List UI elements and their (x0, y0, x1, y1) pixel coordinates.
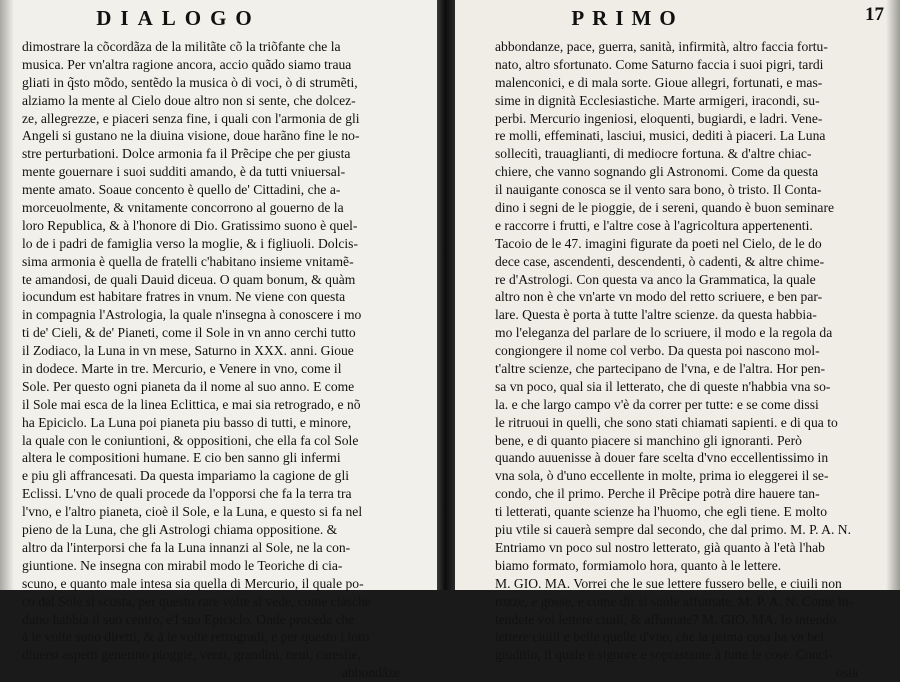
text-line: dimostrare la cõcordãza de la militãte cõ la triõfante che la (22, 39, 341, 54)
text-line: biamo formato, formiamolo hora, quanto à le lettere. (495, 557, 782, 573)
text-line: il Sole mai esca de la linea Eclittica, e mai sia retrogrado, e nõ (22, 396, 361, 412)
text-line: duno habbia il suo centro, e'l suo Epiciclo. Onde proceda che (22, 611, 355, 627)
text-line: loro Republica, & à l'honore di Dio. Gratissimo suono è quel- (22, 217, 358, 233)
text-line: malenconici, e di mala sorte. Gioue allegri, fortunati, e mas- (495, 74, 823, 90)
text-line: vna sola, ò d'uno eccellente in molte, prima io eleggerei il se- (495, 468, 829, 484)
catchword: abbondãze (341, 665, 400, 681)
text-line: in dodece. Marte in tre. Mercurio, e Venere in vno, come il (22, 361, 342, 377)
text-line: abbondanze, pace, guerra, sanità, infirmità, altro faccia fortu- (495, 39, 828, 54)
text-line: morceuolmente, & vnitamente concorrono al gouerno de la (22, 200, 344, 216)
right-page (455, 0, 900, 681)
text-line: e piu gli affrancesati. Da questa impariamo la cagione de gli (22, 468, 350, 484)
text-line: perbi. Mercurio ingeniosi, eloquenti, bugiardi, e ladri. Vene- (495, 110, 823, 126)
text-line: gliati in q̃sto mõdo, sentẽdo la musica ò di voci, ò di strumẽti, (22, 74, 358, 90)
text-line: Angeli si gustano ne la diuina visione, doue harãno fine le no- (22, 128, 360, 144)
text-line: tendete voi lettere ciuili, & affumate? M. GIO. MA. Io intendo (495, 611, 837, 627)
text-line: stre perturbationi. Dolce armonia fa il Prẽcipe che per giusta (22, 146, 351, 162)
text-line: il nauigante conosca se il vento sara bono, ò tristo. Il Conta- (495, 182, 822, 198)
text-line: re molli, effeminati, lasciui, musici, dediti à piaceri. La Luna (495, 128, 826, 144)
text-line: congiongere il nome col verbo. Da questa poi nascono mol- (495, 343, 820, 359)
text-line: quando auuenisse à douer fare scelta d'vno eccellentissimo in (495, 450, 829, 466)
text-line: scuno, e quanto male intesa sia quella di Mercurio, il quale po- (22, 575, 364, 591)
text-line: Eclissi. L'vno de quali procede da l'opporsi che fa la terra tra (22, 486, 352, 502)
page-edge-shadow (0, 0, 14, 590)
text-line: ti letterati, quante scienze ha l'huomo, che egli tiene. E molto (495, 504, 827, 520)
text-line: sima armonia è quella de fratelli c'habitano insieme vnitamẽ- (22, 253, 354, 269)
text-line: Entriamo vn poco sul nostro letterato, già quanto à l'età l'hab (495, 539, 825, 555)
text-line: bene, e di quanto piacere si manchino gli ignoranti. Però (495, 432, 802, 448)
text-line: le ritruoui in quelli, che sono stati chiamati sapienti. e di qua to (495, 414, 838, 430)
text-line: te amandosi, de quali Dauid diceua. O quam bonum, & quàm (22, 271, 356, 287)
catchword: osia (836, 665, 858, 681)
text-line: la quale con le coniuntioni, & oppositioni, che ella fa col Sole (22, 432, 359, 448)
text-line: la. e che largo campo v'è da correr per tutte: e se come dissi (495, 396, 819, 412)
text-line: à le volte sono diretti, & à le volte retrogradi, e per questo i loro (22, 629, 370, 645)
text-line: altera le compositioni humane. E cio ben sanno gli infermi (22, 450, 341, 466)
text-line: sa vn poco, qual sia il letterato, che di queste n'habbia vna so- (495, 378, 831, 394)
text-line: lare. Questa è porta à tutte l'altre scienze. da questa habbia- (495, 307, 817, 323)
text-line: giuntione. Ne insegna con mirabil modo le Teoriche di cia- (22, 557, 343, 573)
text-line: sollecitì, trauaglianti, di mediocre fortuna. & d'altre chiac- (495, 146, 812, 162)
text-line: dino i segni de le pioggie, de i sereni, quando è buon seminare (495, 200, 835, 216)
text-line: altro non è che vn'arte vn modo del retto scriuere, e ben par- (495, 289, 823, 305)
text-line: lo de i padri de famiglia verso la moglie, & i figliuoli. Dolcis- (22, 235, 358, 251)
running-head-right: PRIMO (571, 6, 684, 30)
text-line: alziamo la mente al Cielo doue altro non si sente, che dolcez- (22, 92, 356, 108)
text-line: musica. Per vn'altra ragione ancora, accio quãdo siamo traua (22, 56, 352, 72)
text-line: ti de' Cieli, & de' Pianeti, come il Sole in vn anno cerchi tutto (22, 325, 356, 341)
running-head-left: DIALOGO (96, 6, 261, 30)
text-line: Sole. Per questo ogni pianeta da il nome al suo anno. E come (22, 378, 355, 394)
text-line: co dal Sole si scosta, per questo rare volte si vede, come ciasche (22, 593, 371, 609)
text-line: mo l'eleganza del parlare de lo scriuere, il modo e la regola da (495, 325, 833, 341)
text-line: mente amato. Soaue concento è quello de' Cittadini, che a- (22, 182, 341, 198)
text-line: mente gouernare i suoi sudditi amando, è da tutti vniuersal- (22, 164, 346, 180)
text-line: diuersi aspetti generino pioggie, venti, grandini, neui, careslie, (22, 647, 361, 663)
page-edge-shadow (886, 0, 900, 590)
text-line: t'altre scienze, che partecipano de l'vna, e de l'altra. Hor pen- (495, 361, 826, 377)
text-line: in compagnia l'Astrologia, la quale n'insegna à conoscere i mo (22, 307, 362, 323)
text-line: ha Epiciclo. La Luna poi pianeta piu basso di tutti, e minore, (22, 414, 352, 430)
text-line: altro da l'interporsi che fa la Luna innanzi al Sole, ne la con- (22, 539, 351, 555)
book-gutter (437, 0, 455, 590)
text-line: piu vtile si cauerà sempre dal secondo, che dal primo. M. P. A. N. (495, 522, 851, 538)
text-line: re d'Astrologi. Con questa va anco la Grammatica, la quale (495, 271, 816, 287)
text-line: M. GIO. MA. Vorrei che le sue lettere fussero belle, e ciuili non (495, 575, 842, 591)
text-line: chiere, che vanno sognando gli Astronomi. Come da questa (495, 164, 819, 180)
left-page (0, 0, 437, 681)
text-line: nato, altro sfortunato. Come Saturno faccia i suoi pigri, tardi (495, 56, 824, 72)
text-line: Tacoio de le 47. imagini figurate da poeti nel Cielo, de le do (495, 235, 822, 251)
text-line: rozze, e gosse, e come dir si suole affumate. M. P. A. N. Come in- (495, 593, 854, 609)
text-line: iocundum est habitare fratres in vnum. Ne viene con questa (22, 289, 346, 305)
text-line: sime in dignità Ecclesiastiche. Marte armigeri, iracondi, su- (495, 92, 820, 108)
text-line: giuditio, il quale è signore e soprastante à tutte le cose. Conci- (495, 647, 833, 663)
page-number: 17 (865, 4, 884, 25)
text-line: l'vno, e l'altro pianeta, cioè il Sole, e la Luna, e questo si fa nel (22, 504, 363, 520)
left-page-body (22, 38, 422, 682)
text-line: il Zodiaco, la Luna in vn mese, Saturno in XXX. anni. Gioue (22, 343, 354, 359)
text-line: ze, allegrezze, e piaceri senza fine, i quali con l'armonia de gli (22, 110, 360, 126)
text-line: dece case, ascendenti, descendenti, ò cadenti, & altre chime- (495, 253, 825, 269)
text-line: e raccorre i frutti, e l'altre cose à l'agricoltura appertenenti. (495, 217, 813, 233)
text-line: lettere ciuili e belle quelle d'vno, che la prima cosa ha vn bel (495, 629, 824, 645)
text-line: condo, che il primo. Perche il Prẽcipe potrà dire hauere tan- (495, 486, 820, 502)
text-line: pieno de la Luna, che gli Astrologi chiama oppositione. & (22, 522, 338, 538)
right-page-body (495, 38, 880, 682)
